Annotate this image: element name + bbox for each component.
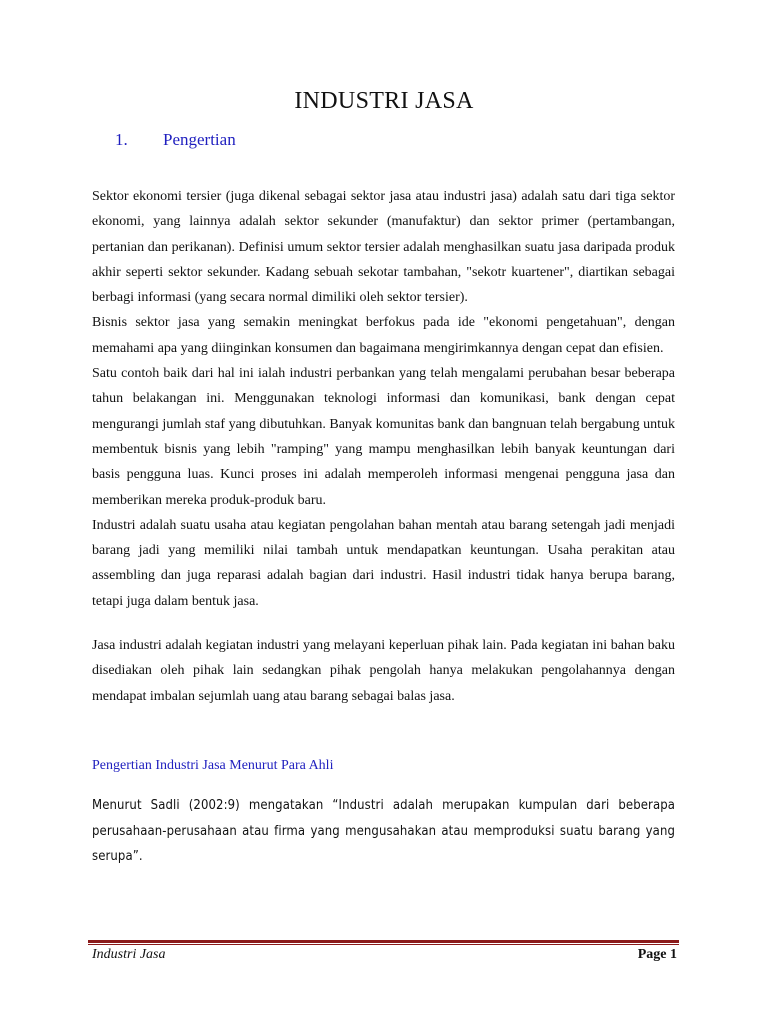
page-title: INDUSTRI JASA xyxy=(294,88,474,114)
footer-divider xyxy=(88,940,679,943)
footer-title: Industri Jasa xyxy=(92,947,166,962)
paragraph: Jasa industri adalah kegiatan industri yang melayani keperluan pihak lain. Pada kegiatan ini bahan baku disediakan oleh pihak lain sedangkan pihak pengolah hanya melakukan pengolahannya dengan mendapat imbalan sejumlah uang atau barang sebagai balas jasa. xyxy=(92,638,675,704)
paragraph: Industri adalah suatu usaha atau kegiatan pengolahan bahan mentah atau barang setengah jadi menjadi barang jadi yang memiliki nilai tambah untuk mendapatkan keuntungan. Usaha perakitan atau assembling dan juga reparasi adalah bagian dari industri. Hasil industri tidak hanya berupa barang, tetapi juga dalam bentuk jasa. xyxy=(92,517,675,609)
quote-paragraph: Menurut Sadli (2002:9) mengatakan “Industri adalah merupakan kumpulan dari beberapa perusahaan-perusahaan atau firma yang mengusahakan atau memproduksi suatu barang yang serupa”. xyxy=(92,798,675,864)
subheading: Pengertian Industri Jasa Menurut Para Ahli xyxy=(92,757,334,773)
section-heading xyxy=(115,130,236,150)
body-text xyxy=(92,184,675,869)
section-label: Pengertian xyxy=(163,130,236,149)
page-number: Page 1 xyxy=(637,947,677,962)
paragraph: Satu contoh baik dari hal ini ialah industri perbankan yang telah mengalami perubahan besar beberapa tahun belakangan ini. Menggunakan teknologi informasi dan komunikasi, bank dengan cepat mengurangi jumlah staf yang dibutuhkan. Banyak komunitas bank dan bangnuan telah bergabung untuk membentuk bisnis yang lebih "ramping" yang mampu menghasilkan lebih banyak keuntungan dari basis pengguna luas. Kunci proses ini adalah memperoleh informasi mengenai pengguna jasa dan memberikan mereka produk-produk baru. xyxy=(92,366,675,508)
section-number: 1. xyxy=(115,130,128,149)
paragraph: Sektor ekonomi tersier (juga dikenal sebagai sektor jasa atau industri jasa) adalah satu dari tiga sektor ekonomi, yang lainnya adalah sektor sekunder (manufaktur) dan sektor primer (pertambangan, pertanian dan perikanan). Definisi umum sektor tersier adalah menghasilkan suatu jasa daripada produk akhir seperti sektor sekunder. Kadang sebuah sekotar tambahan, "sekotr kuartener", diartikan sebagai berbagi informasi (yang secara normal dimiliki oleh sektor tersier). xyxy=(92,189,675,306)
footer-divider-thin xyxy=(88,944,679,945)
paragraph: Bisnis sektor jasa yang semakin meningkat berfokus pada ide "ekonomi pengetahuan", dengan memahami apa yang diinginkan konsumen dan bagaimana mengirimkannya dengan cepat dan efisien. xyxy=(92,315,675,356)
